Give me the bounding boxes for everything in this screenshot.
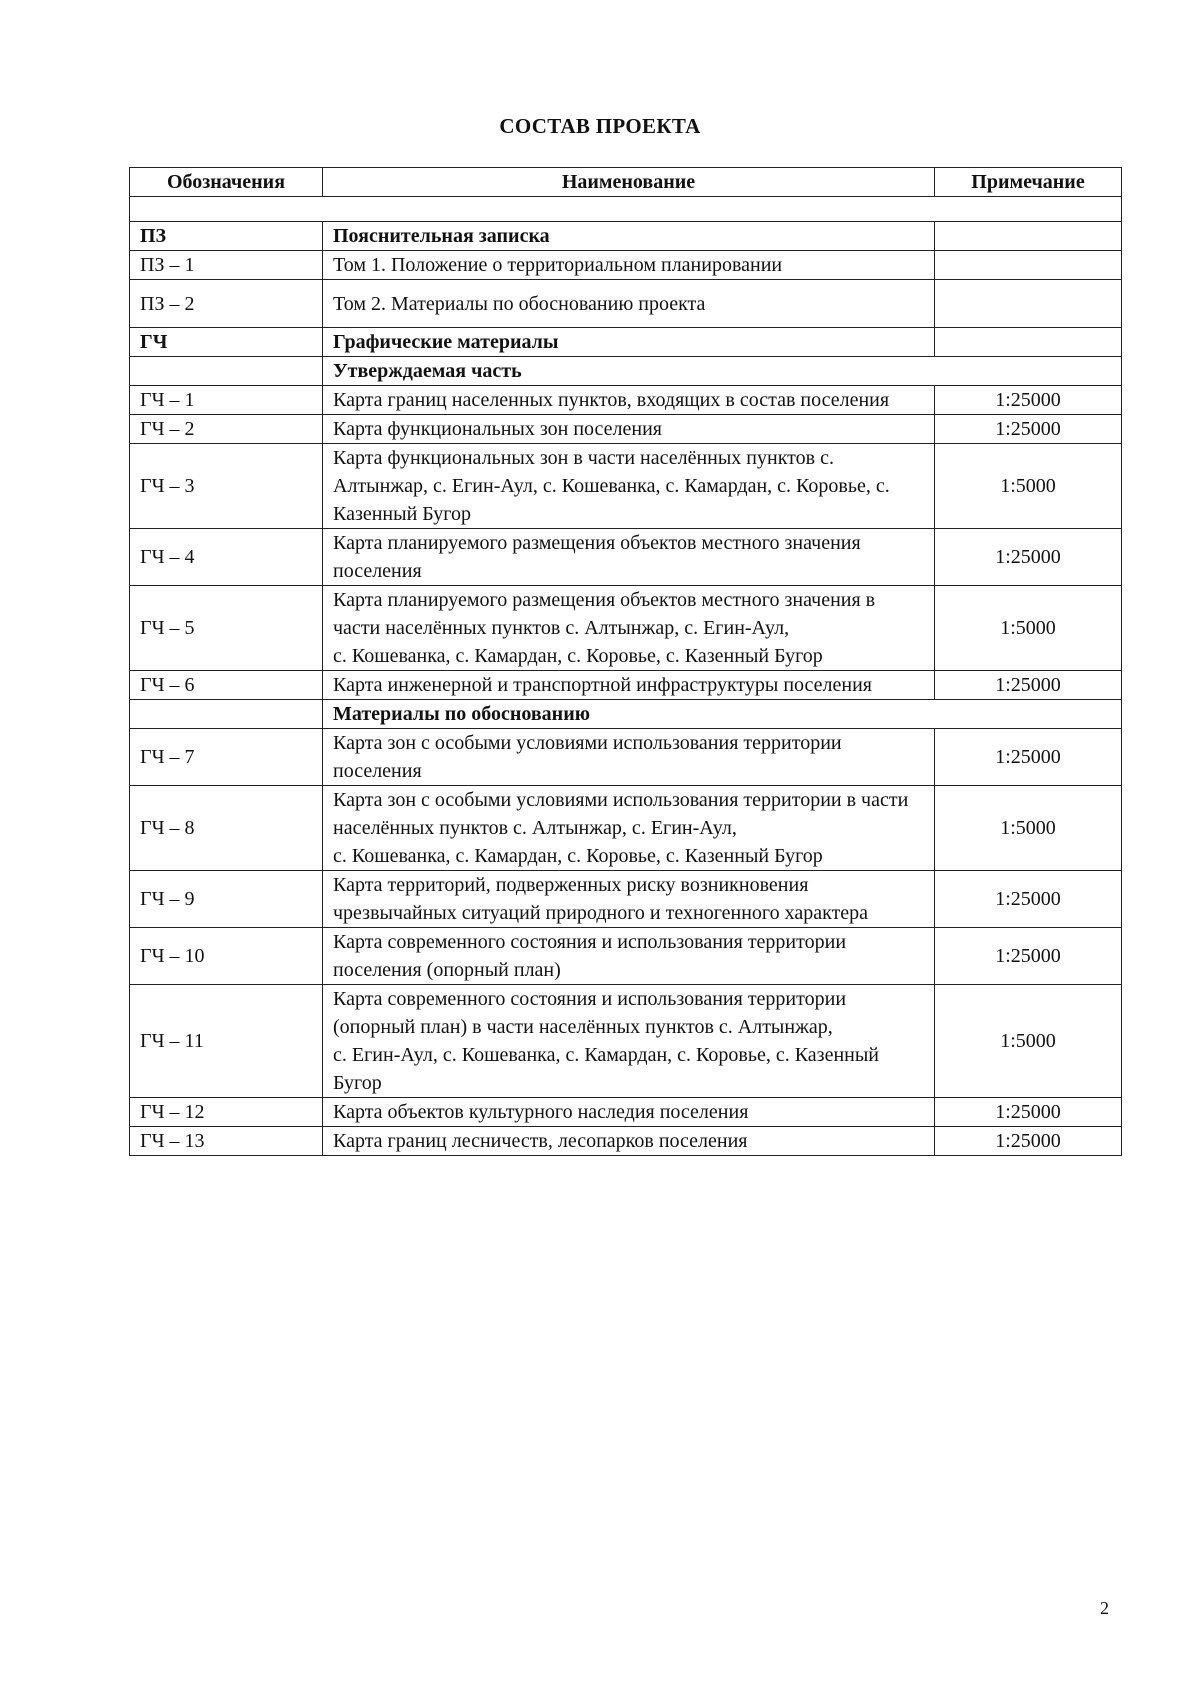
row-name: Карта зон с особыми условиями использования территории поселения — [323, 729, 935, 786]
header-note: Примечание — [935, 168, 1122, 197]
table-header-row — [130, 168, 1122, 197]
row-note: 1:25000 — [935, 671, 1122, 700]
empty-row — [130, 197, 1122, 222]
row-code: ГЧ – 10 — [130, 928, 323, 985]
table-row — [130, 280, 1122, 328]
row-name: Пояснительная записка — [323, 222, 935, 251]
table-row — [130, 251, 1122, 280]
table-row — [130, 786, 1122, 871]
row-code: ГЧ – 7 — [130, 729, 323, 786]
section-title: Утверждаемая часть — [323, 357, 1122, 386]
page-title: СОСТАВ ПРОЕКТА — [499, 114, 701, 138]
section-title: Материалы по обоснованию — [323, 700, 1122, 729]
row-name — [323, 985, 935, 1098]
row-note: 1:5000 — [935, 444, 1122, 529]
row-name: Карта границ населенных пунктов, входящих в состав поселения — [323, 386, 935, 415]
row-name-line: Карта зон с особыми условиями использования территории в части населённых пунктов с. Алтынжар, с. Егин-Аул, — [333, 789, 909, 839]
row-note — [935, 280, 1122, 328]
row-name-line: с. Кошеванка, с. Камардан, с. Коровье, с. Казенный Бугор — [333, 845, 823, 867]
row-code: ГЧ – 6 — [130, 671, 323, 700]
row-code: ГЧ – 11 — [130, 985, 323, 1098]
row-name: Карта границ лесничеств, лесопарков поселения — [323, 1127, 935, 1156]
header-name: Наименование — [323, 168, 935, 197]
row-name: Карта функциональных зон поселения — [323, 415, 935, 444]
row-code: ПЗ – 1 — [130, 251, 323, 280]
row-code — [130, 357, 323, 386]
row-note: 1:25000 — [935, 415, 1122, 444]
header-code: Обозначения — [130, 168, 323, 197]
table-row — [130, 1098, 1122, 1127]
row-name-line: Карта современного состояния и использования территории (опорный план) в части населённых пунктов с. Алтынжар, — [333, 988, 847, 1038]
row-note: 1:25000 — [935, 1127, 1122, 1156]
row-note: 1:5000 — [935, 985, 1122, 1098]
table-row — [130, 729, 1122, 786]
row-name: Том 1. Положение о территориальном планировании — [323, 251, 935, 280]
table-row — [130, 444, 1122, 529]
row-note: 1:25000 — [935, 529, 1122, 586]
table-row — [130, 985, 1122, 1098]
row-code: ПЗ — [130, 222, 323, 251]
row-note — [935, 328, 1122, 357]
table-row — [130, 386, 1122, 415]
row-name: Карта объектов культурного наследия поселения — [323, 1098, 935, 1127]
row-code — [130, 700, 323, 729]
row-name: Графические материалы — [323, 328, 935, 357]
section-row — [130, 700, 1122, 729]
table-row — [130, 415, 1122, 444]
table-row — [130, 529, 1122, 586]
row-code: ГЧ – 2 — [130, 415, 323, 444]
table-row — [130, 928, 1122, 985]
row-note: 1:25000 — [935, 386, 1122, 415]
project-composition-table — [129, 167, 1122, 1156]
row-name: Карта современного состояния и использования территории поселения (опорный план) — [323, 928, 935, 985]
row-note: 1:25000 — [935, 871, 1122, 928]
row-name: Том 2. Материалы по обоснованию проекта — [323, 280, 935, 328]
table-row — [130, 222, 1122, 251]
table-row — [130, 586, 1122, 671]
row-code: ГЧ – 4 — [130, 529, 323, 586]
row-name — [323, 786, 935, 871]
row-name-line: с. Кошеванка, с. Камардан, с. Коровье, с. Казенный Бугор — [333, 645, 823, 667]
row-code: ПЗ – 2 — [130, 280, 323, 328]
row-code: ГЧ – 3 — [130, 444, 323, 529]
row-name-line: с. Егин-Аул, с. Кошеванка, с. Камардан, с. Коровье, с. Казенный Бугор — [333, 1044, 879, 1094]
row-code: ГЧ – 13 — [130, 1127, 323, 1156]
row-name: Карта функциональных зон в части населённых пунктов с. Алтынжар, с. Егин-Аул, с. Кошеванка, с. Камардан, с. Коровье, с. Казенный Бугор — [323, 444, 935, 529]
row-name: Карта планируемого размещения объектов местного значения поселения — [323, 529, 935, 586]
section-row — [130, 357, 1122, 386]
row-code: ГЧ — [130, 328, 323, 357]
row-note: 1:25000 — [935, 729, 1122, 786]
table-row — [130, 1127, 1122, 1156]
page-number: 2 — [1100, 1598, 1109, 1618]
row-code: ГЧ – 12 — [130, 1098, 323, 1127]
row-code: ГЧ – 8 — [130, 786, 323, 871]
table-row — [130, 671, 1122, 700]
row-name: Карта инженерной и транспортной инфраструктуры поселения — [323, 671, 935, 700]
row-code: ГЧ – 5 — [130, 586, 323, 671]
row-note: 1:5000 — [935, 586, 1122, 671]
row-code: ГЧ – 1 — [130, 386, 323, 415]
row-code: ГЧ – 9 — [130, 871, 323, 928]
row-note: 1:25000 — [935, 1098, 1122, 1127]
row-name: Карта территорий, подверженных риску возникновения чрезвычайных ситуаций природного и техногенного характера — [323, 871, 935, 928]
table-row — [130, 328, 1122, 357]
row-name-line: Карта планируемого размещения объектов местного значения в части населённых пунктов с. Алтынжар, с. Егин-Аул, — [333, 589, 876, 639]
row-note: 1:25000 — [935, 928, 1122, 985]
row-note: 1:5000 — [935, 786, 1122, 871]
row-note — [935, 251, 1122, 280]
row-name — [323, 586, 935, 671]
row-note — [935, 222, 1122, 251]
table-row — [130, 871, 1122, 928]
